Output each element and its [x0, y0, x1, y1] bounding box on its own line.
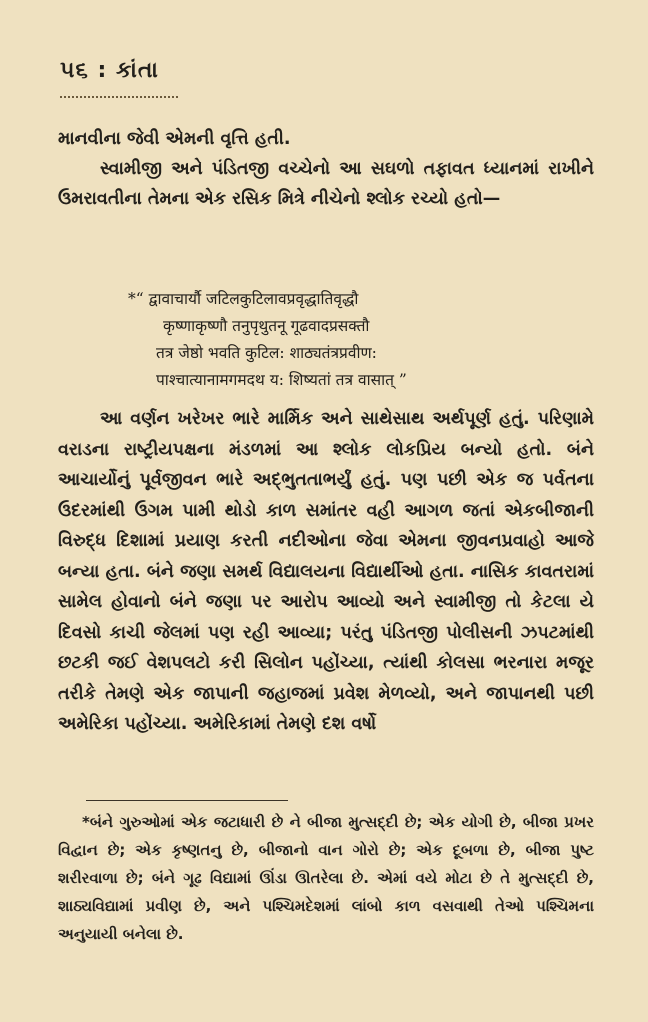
header-separator: :: [97, 58, 108, 83]
page-number: ૫૬: [60, 58, 89, 83]
sanskrit-verse: [128, 286, 598, 394]
chapter-title: કાંતા: [115, 58, 159, 83]
main-text: [58, 404, 594, 740]
opening-text: [58, 124, 594, 214]
footnote: [58, 808, 594, 948]
verse-line-1: *“ द्वावाचार्यौ जटिलकुटिलावप्रवृद्धातिवृद्धौ: [128, 290, 359, 308]
paragraph-continuation: માનવીના જેવી એમની વૃત્તિ હતી.: [58, 129, 291, 149]
verse-line-4: पाश्चात्यानामगमदथ य: शिष्यतां तत्र वासात् ”: [156, 371, 407, 389]
verse-line-2: कृष्णाकृष्णौ तनुपृथुतनू गूढवादप्रसक्तौ: [163, 317, 370, 335]
verse-line-3: तत्र जेष्ठो भवति कुटिल: शाठ्यतंत्रप्रवीण:: [156, 344, 377, 362]
header-underline: [60, 96, 178, 98]
running-header: [60, 58, 159, 83]
paragraph-intro-verse: સ્વામીજી અને પંડિતજી વચ્ચેનો આ સઘળો તફાવત ધ્યાનમાં રાખીને ઉમરાવતીના તેમના એક રસિક મિત્રે નીચેનો શ્લોક રચ્યો હતો—: [58, 159, 594, 209]
paragraph-description: આ વર્ણન ખરેખર ભારે માર્મિક અને સાથેસાથ અર્થપૂર્ણ હતું. પરિણામે વરાડના રાષ્ટ્રીયપક્ષના મંડળમાં આ શ્લોક લોકપ્રિય બન્યો હતો. બંને આચાર્યોનું પૂર્વજીવન ભારે અદ્ભુતતાભર્યું હતું. પણ પછી એક જ પર્વતના ઉદરમાંથી ઉગમ પામી થોડો કાળ સમાંતર વહી આગળ જતાં એકબીજાની વિરુદ્ધ દિશામાં પ્રયાણ કરતી નદીઓના જેવા એમના જીવનપ્રવાહો આજે બન્યા હતા. બંને જણા સમર્થ વિદ્યાલયના વિદ્યાર્થીઓ હતા. નાસિક કાવતરામાં સામેલ હોવાનો બંને જણા પર આરોપ આવ્યો અને સ્વામીજી તો કેટલા યે દિવસો કાચી જેલમાં પણ રહી આવ્યા; પરંતુ પંડિતજી પોલીસની ઝપટમાંથી છટકી જઈ વેશપલટો કરી સિલોન પહોંચ્યા, ત્યાંથી કોલસા ભરનારા મજૂર તરીકે તેમણે એક જાપાની જહાજમાં પ્રવેશ મેળવ્યો, અને જાપાનથી પછી અમેરિકા પહોંચ્યા. અમેરિકામાં તેમણે દશ વર્ષો: [58, 409, 594, 734]
footnote-text: *બંને ગુરુઓમાં એક જટાધારી છે ને બીજા મુત્સદ્દી છે; એક યોગી છે, બીજા પ્રખર વિદ્વાન છે; એક કૃષ્ણતનુ છે, બીજાનો વાન ગોરો છે; એક દૂબળા છે, બીજા પુષ્ટ શરીરવાળા છે; બંને ગૂઢ વિદ્યામાં ઊંડા ઊતરેલા છે. એમાં વયે મોટા છે તે મુત્સદ્દી છે, શાઠ્યવિદ્યામાં પ્રવીણ છે, અને પશ્ચિમદેશમાં લાંબો કાળ વસવાથી તેઓ પશ્ચિમના અનુયાયી બનેલા છે.: [58, 813, 594, 943]
footnote-divider: [86, 800, 288, 801]
